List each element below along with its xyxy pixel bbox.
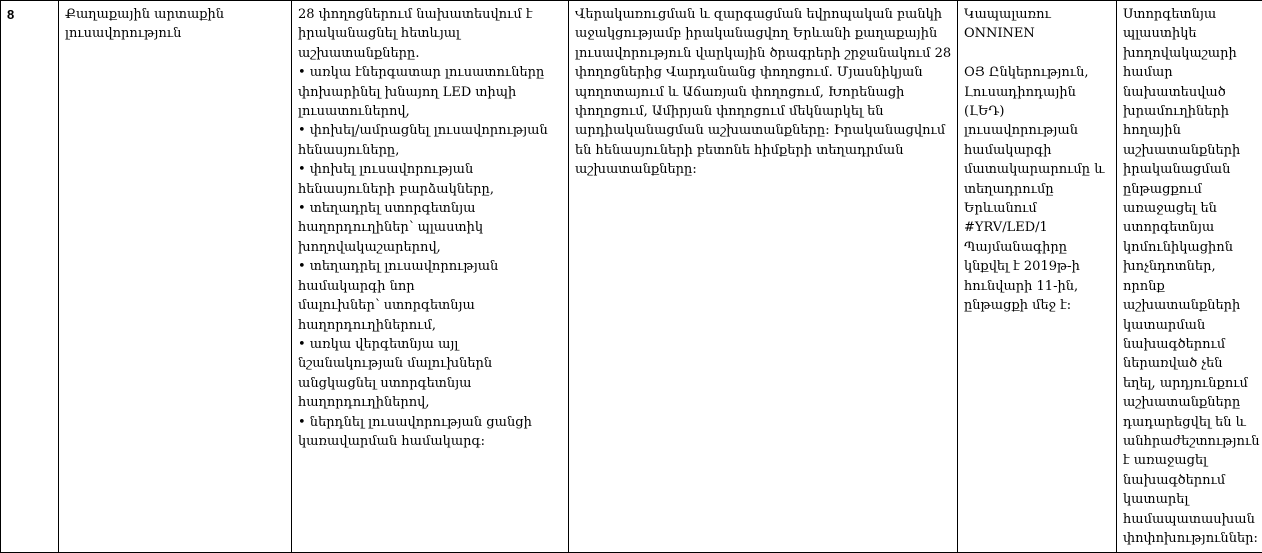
text-line: ստորգետնյա (1123, 218, 1256, 237)
text-line: կոմունիկացիոն (1123, 238, 1256, 257)
text-line: համապատասխան (1123, 510, 1256, 529)
text-line: նախատեսված (1123, 83, 1256, 102)
text-line: • առկա էներգատար լուսատուները (298, 63, 562, 82)
text-line: խողովակաշարի (1123, 44, 1256, 63)
text-line: Պայմանագիրը (964, 238, 1110, 257)
text-line: աշխատանքների (1123, 296, 1256, 315)
text-line: Երևանում (964, 199, 1110, 218)
text-line: • տեղադրել ստորգետնյա (298, 199, 562, 218)
text-line: անհրաժեշտություն (1123, 432, 1256, 451)
project-name-cell (59, 1, 292, 553)
text-line: դադարեցվել են և (1123, 413, 1256, 432)
text-line: աշխատանքները. (298, 44, 562, 63)
text-line: առաջացել են (1123, 199, 1256, 218)
text-line: • տեղադրել լուսավորության (298, 257, 562, 276)
text-line: • փոխել/ամրացնել լուսավորության (298, 121, 562, 140)
planned-works-cell (292, 1, 569, 553)
notes-cell (1117, 1, 1262, 553)
text-line: ՕՅ Ընկերություն, (964, 63, 1110, 82)
text-line: տեղադրումը (964, 180, 1110, 199)
text-line: իրականացման (1123, 160, 1256, 179)
text-line: Ստորգետնյա (1123, 5, 1256, 24)
project-name (65, 5, 285, 44)
text-line: Վերակառուցման և զարգացման եվրոպական բանկի (575, 5, 951, 24)
text-line: #YRV/LED/1 (964, 218, 1110, 237)
text-line: է առաջացել (1123, 451, 1256, 470)
text-line: լուսավորության (964, 121, 1110, 140)
row-number-cell (1, 1, 59, 553)
text-line: աշխատանքները: (575, 160, 951, 179)
text-line: կառավարման համակարգ: (298, 432, 562, 451)
text-line: որոնք (1123, 277, 1256, 296)
text-line: հենասյուները, (298, 141, 562, 160)
contractor-cell (958, 1, 1117, 553)
text-line: հաղորդուղիներում, (298, 316, 562, 335)
text-line: եղել, արդյունքում (1123, 374, 1256, 393)
row-number: 8 (7, 7, 14, 22)
text-line (964, 44, 1110, 63)
text-line: խոչնդոտներ, (1123, 257, 1256, 276)
text-line: նշանակության մալուխներն (298, 354, 562, 373)
text-line: հունվարի 11-ին, (964, 277, 1110, 296)
text-line: (ԼԵԴ) (964, 102, 1110, 121)
text-line: փողոցներից Վարդանանց փողոցում. Մյասնիկյան (575, 63, 951, 82)
text-line: աջակցությամբ իրականացվող Երևանի քաղաքային (575, 24, 951, 43)
text-line: համակարգի (964, 141, 1110, 160)
text-line: համար (1123, 63, 1256, 82)
text-line: • փոխել լուսավորության (298, 160, 562, 179)
text-line: փողոցում, Ամիրյան փողոցում մեկնարկել են (575, 102, 951, 121)
text-line: լուսավորություն վարկային ծրագրերի շրջանակում 28 (575, 44, 951, 63)
notes-text (1123, 5, 1256, 548)
text-line: անցկացնել ստորգետնյա (298, 374, 562, 393)
text-line: մալուխներ՝ ստորգետնյա (298, 296, 562, 315)
text-line: Կապալառու (964, 5, 1110, 24)
text-line: խրամուղիների (1123, 102, 1256, 121)
text-line: նախագծերում (1123, 335, 1256, 354)
text-line: լուսավորություն (65, 24, 285, 43)
text-line: փոխարինել խնայող LED տիպի (298, 83, 562, 102)
text-line: պլաստիկե (1123, 24, 1256, 43)
text-line: ընթացքում (1123, 180, 1256, 199)
text-line: նախագծերում (1123, 471, 1256, 490)
contractor-text (964, 5, 1110, 316)
text-line: ընթացքի մեջ է: (964, 296, 1110, 315)
text-line: են հենասյուների բետոնե հիմքերի տեղադրման (575, 141, 951, 160)
text-line: կնքվել է 2019թ-ի (964, 257, 1110, 276)
planned-works-text (298, 5, 562, 451)
text-line: ONNINEN (964, 24, 1110, 43)
text-line: • առկա վերգետնյա այլ (298, 335, 562, 354)
text-line: • ներդնել լուսավորության ցանցի (298, 413, 562, 432)
text-line: արդիականացման աշխատանքները: Իրականացվում (575, 121, 951, 140)
text-line: հաղորդուղիներ՝ պլաստիկ (298, 218, 562, 237)
text-line: մատակարարումը և (964, 160, 1110, 179)
text-line: համակարգի նոր (298, 277, 562, 296)
text-line: իրականացնել հետևյալ (298, 24, 562, 43)
text-line: խողովակաշարերով, (298, 238, 562, 257)
text-line: հաղորդուղիներով, (298, 393, 562, 412)
text-line: Քաղաքային արտաքին (65, 5, 285, 24)
text-line: կատարել (1123, 490, 1256, 509)
progress-text (575, 5, 951, 180)
text-line: ներառված չեն (1123, 354, 1256, 373)
text-line: լուսատուներով, (298, 102, 562, 121)
text-line: պողոտայում և Աճառյան փողոցում, Խորենացի (575, 83, 951, 102)
text-line: աշխատանքների (1123, 141, 1256, 160)
text-line: փոփոխություններ: (1123, 529, 1256, 548)
text-line: աշխատանքները (1123, 393, 1256, 412)
text-line: հողային (1123, 121, 1256, 140)
table-row (1, 1, 1262, 553)
text-line: կատարման (1123, 316, 1256, 335)
progress-cell (569, 1, 958, 553)
text-line: Լուսադիոդային (964, 83, 1110, 102)
text-line: 28 փողոցներում նախատեսվում է (298, 5, 562, 24)
text-line: հենասյուների բարձակները, (298, 180, 562, 199)
